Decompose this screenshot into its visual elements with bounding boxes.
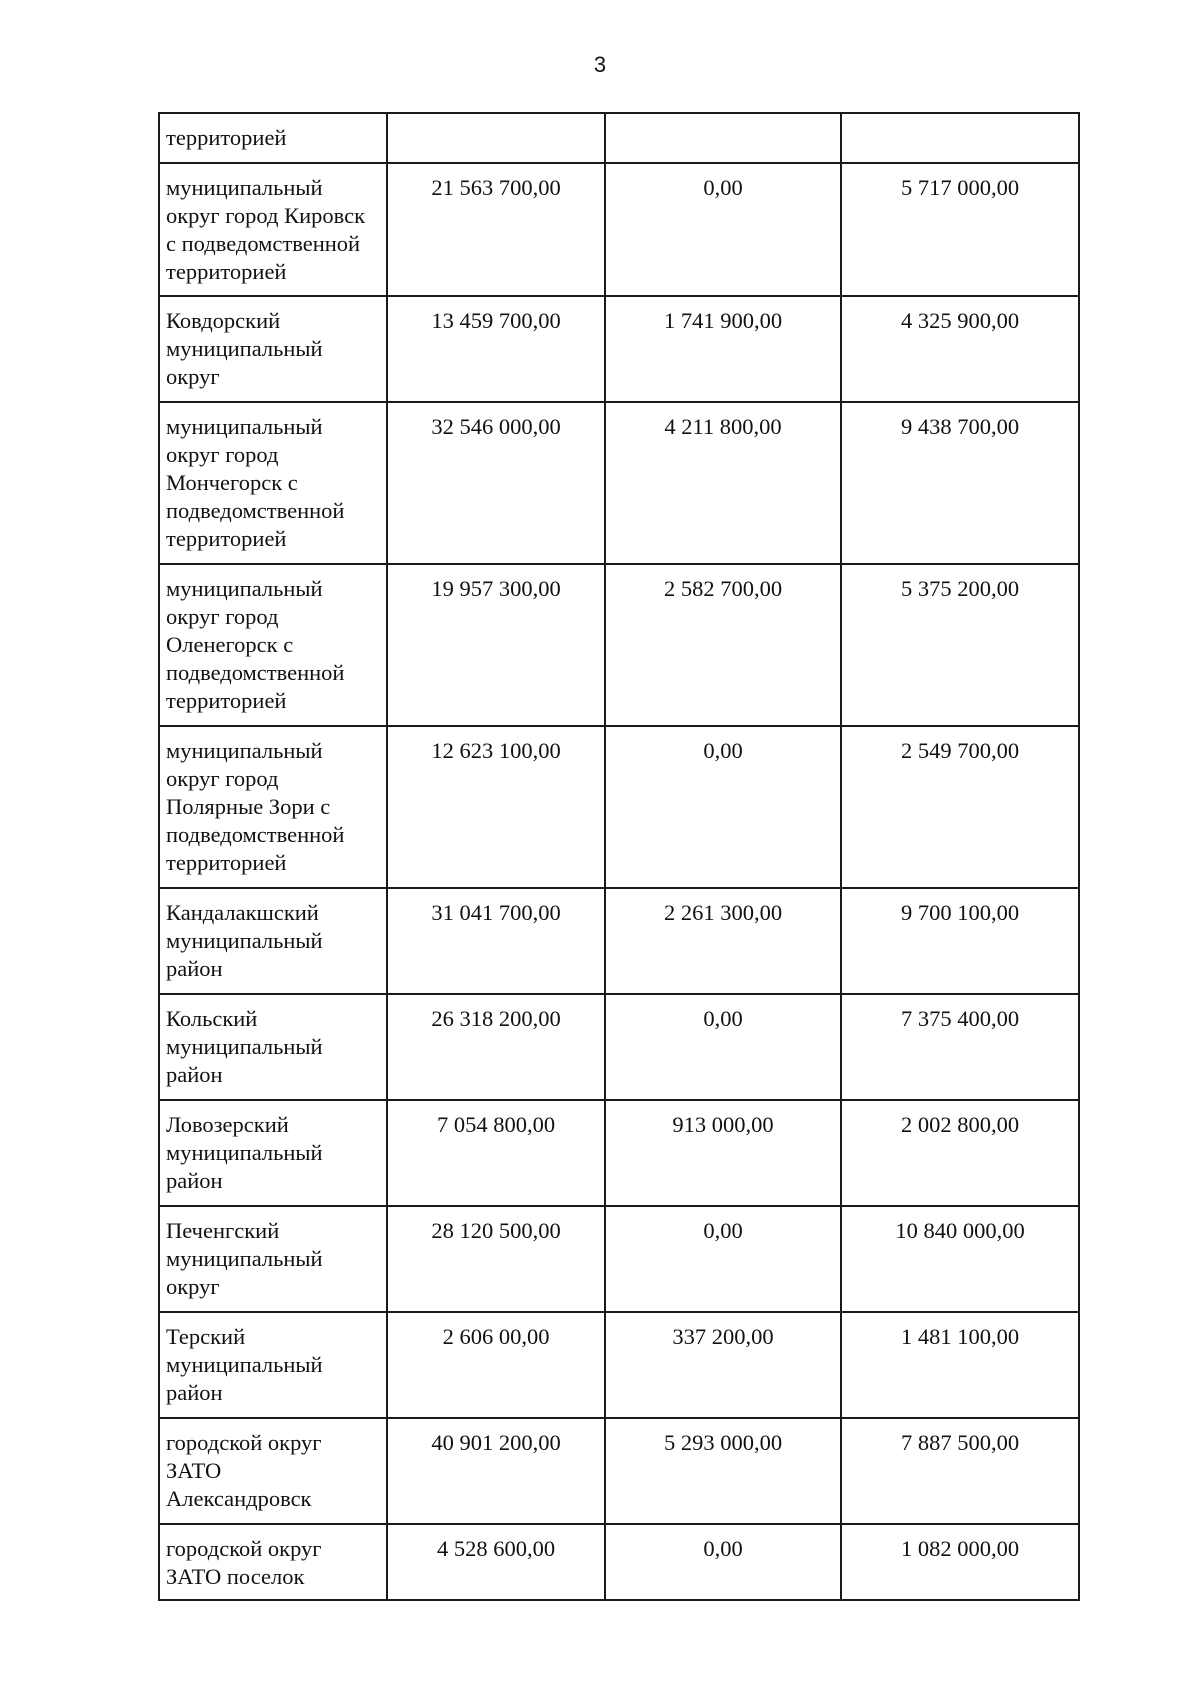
amount-cell: 12 623 100,00	[387, 726, 605, 888]
municipality-name: Ловозерский муниципальный район	[159, 1100, 387, 1206]
table-row	[159, 163, 1079, 296]
table-row	[159, 1312, 1079, 1418]
amount-cell: 19 957 300,00	[387, 564, 605, 726]
table-row	[159, 1524, 1079, 1600]
amount-cell: 2 606 00,00	[387, 1312, 605, 1418]
amount-cell: 0,00	[605, 994, 841, 1100]
amount-cell: 4 325 900,00	[841, 296, 1079, 402]
municipality-name: муниципальный округ город Мончегорск с подведомственной территорией	[159, 402, 387, 564]
amount-cell: 9 700 100,00	[841, 888, 1079, 994]
table-row	[159, 1100, 1079, 1206]
amount-cell: 28 120 500,00	[387, 1206, 605, 1312]
table-row	[159, 888, 1079, 994]
amount-cell: 26 318 200,00	[387, 994, 605, 1100]
municipality-name: Ковдорский муниципальный округ	[159, 296, 387, 402]
amount-cell: 40 901 200,00	[387, 1418, 605, 1524]
page-number: 3	[593, 52, 607, 77]
municipality-name: муниципальный округ город Кировск с подведомственной территорией	[159, 163, 387, 296]
amount-cell: 0,00	[605, 1524, 841, 1600]
amount-cell: 1 741 900,00	[605, 296, 841, 402]
amount-cell: 13 459 700,00	[387, 296, 605, 402]
amount-cell: 0,00	[605, 1206, 841, 1312]
amount-cell: 913 000,00	[605, 1100, 841, 1206]
amount-cell: 21 563 700,00	[387, 163, 605, 296]
table-row	[159, 1206, 1079, 1312]
amount-cell: 5 375 200,00	[841, 564, 1079, 726]
municipality-name: городской округ ЗАТО поселок	[159, 1524, 387, 1600]
table-row	[159, 726, 1079, 888]
amount-cell: 32 546 000,00	[387, 402, 605, 564]
amount-cell	[387, 113, 605, 163]
amount-cell: 5 717 000,00	[841, 163, 1079, 296]
amount-cell: 0,00	[605, 163, 841, 296]
amount-cell: 31 041 700,00	[387, 888, 605, 994]
amount-cell: 2 261 300,00	[605, 888, 841, 994]
amount-cell: 5 293 000,00	[605, 1418, 841, 1524]
amount-cell: 7 054 800,00	[387, 1100, 605, 1206]
amount-cell: 2 002 800,00	[841, 1100, 1079, 1206]
amount-cell: 10 840 000,00	[841, 1206, 1079, 1312]
municipality-name: муниципальный округ город Полярные Зори с подведомственной территорией	[159, 726, 387, 888]
municipality-name: муниципальный округ город Оленегорск с подведомственной территорией	[159, 564, 387, 726]
table-row	[159, 994, 1079, 1100]
amount-cell: 2 549 700,00	[841, 726, 1079, 888]
amount-cell: 1 481 100,00	[841, 1312, 1079, 1418]
municipality-name: Кандалакшский муниципальный район	[159, 888, 387, 994]
table-row	[159, 402, 1079, 564]
amount-cell: 2 582 700,00	[605, 564, 841, 726]
municipality-name: Кольский муниципальный район	[159, 994, 387, 1100]
table-row	[159, 113, 1079, 163]
budget-table	[158, 112, 1080, 1601]
amount-cell	[841, 113, 1079, 163]
municipality-name: Печенгский муниципальный округ	[159, 1206, 387, 1312]
amount-cell: 4 211 800,00	[605, 402, 841, 564]
amount-cell: 7 375 400,00	[841, 994, 1079, 1100]
table-row	[159, 1418, 1079, 1524]
amount-cell: 9 438 700,00	[841, 402, 1079, 564]
amount-cell: 337 200,00	[605, 1312, 841, 1418]
table-row	[159, 564, 1079, 726]
amount-cell: 1 082 000,00	[841, 1524, 1079, 1600]
amount-cell	[605, 113, 841, 163]
table-row	[159, 296, 1079, 402]
municipality-name: городской округ ЗАТО Александровск	[159, 1418, 387, 1524]
amount-cell: 7 887 500,00	[841, 1418, 1079, 1524]
amount-cell: 0,00	[605, 726, 841, 888]
municipality-name: территорией	[159, 113, 387, 163]
municipality-name: Терский муниципальный район	[159, 1312, 387, 1418]
amount-cell: 4 528 600,00	[387, 1524, 605, 1600]
